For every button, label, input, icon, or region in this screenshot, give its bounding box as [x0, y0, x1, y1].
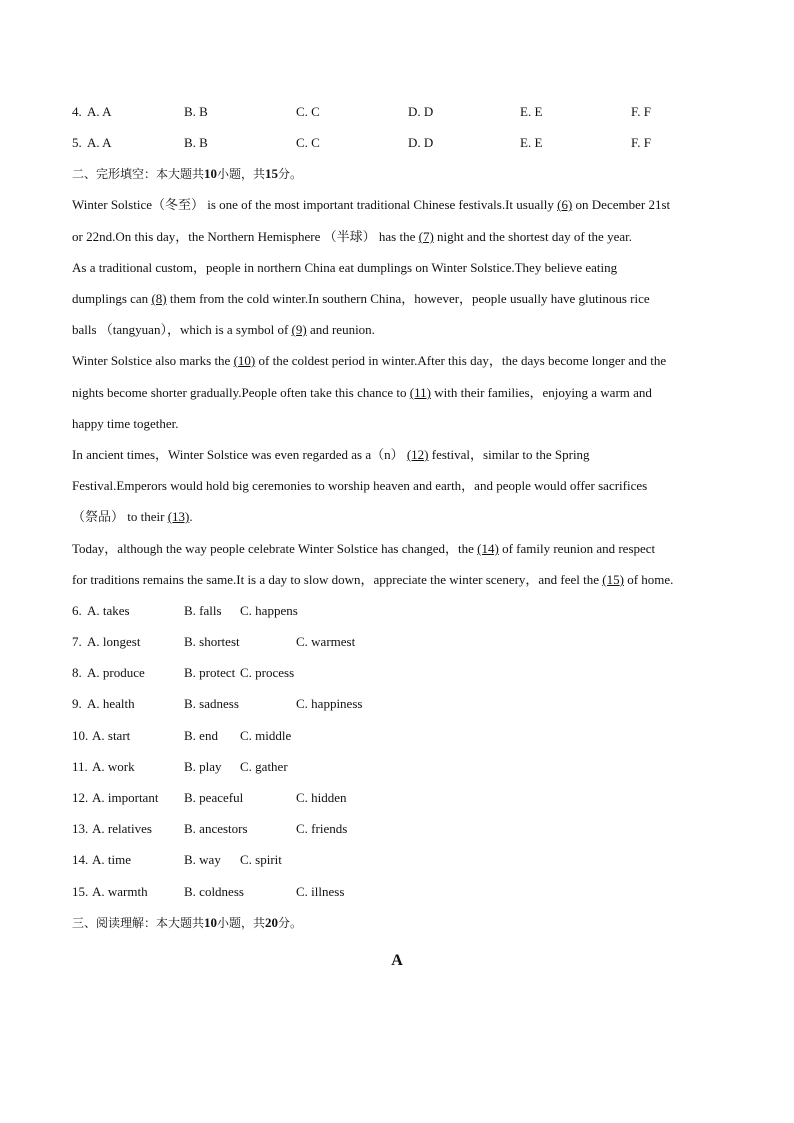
question-number: 9.: [72, 696, 82, 711]
option: B. peaceful: [184, 790, 244, 805]
passage-line: （祭品） to their (13).: [72, 509, 193, 524]
option: B. end: [184, 728, 218, 743]
question-number: 12.: [72, 790, 89, 805]
option: D. D: [408, 135, 434, 150]
option: A. work: [92, 759, 135, 774]
option: A. start: [92, 728, 131, 743]
option: C. process: [240, 665, 295, 680]
question-number: 8.: [72, 665, 82, 680]
option: C. hidden: [296, 790, 347, 805]
question-number: 11.: [72, 759, 88, 774]
section-heading-cloze: [72, 166, 302, 182]
question-number: 10.: [72, 728, 89, 743]
option: B. shortest: [184, 634, 240, 649]
option: C. illness: [296, 884, 345, 899]
option: F. F: [631, 135, 651, 150]
option: B. play: [184, 759, 222, 774]
option: C. C: [296, 104, 320, 119]
question-number: 15.: [72, 884, 89, 899]
option: B. sadness: [184, 696, 239, 711]
blank-12: (12): [406, 447, 429, 462]
blank-13: (13): [167, 509, 190, 524]
question-number: 7.: [72, 634, 82, 649]
heading-score: 20: [265, 915, 279, 930]
heading-count: 10: [204, 166, 218, 181]
passage-line: Today，although the way people celebrate Winter Solstice has changed，the (14) of family reunion and respect: [72, 541, 656, 556]
passage-line: In ancient times，Winter Solstice was even regarded as a（n） (12) festival，similar to the Spring: [72, 447, 590, 462]
option: A. takes: [87, 603, 130, 618]
passage-line: Winter Solstice（冬至） is one of the most important traditional Chinese festivals.It usually (6) on December 21st: [72, 197, 671, 212]
question-number: 13.: [72, 821, 89, 836]
passage-line: for traditions remains the same.It is a day to slow down，appreciate the winter scenery，and feel the (15) of home.: [72, 572, 674, 587]
option: C. warmest: [296, 634, 356, 649]
part-label: A: [391, 952, 403, 969]
option: B. coldness: [184, 884, 244, 899]
option: B. B: [184, 135, 208, 150]
blank-6: (6): [557, 197, 573, 212]
option: C. spirit: [240, 852, 282, 867]
blank-15: (15): [602, 572, 624, 587]
option: B. way: [184, 852, 221, 867]
option: C. C: [296, 135, 320, 150]
heading-text: 小题，共: [217, 167, 266, 181]
option: C. happiness: [296, 696, 363, 711]
option: A. relatives: [92, 821, 152, 836]
heading-count: 10: [204, 915, 218, 930]
blank-14: (14): [477, 541, 499, 556]
option: B. ancestors: [184, 821, 248, 836]
option: E. E: [520, 135, 543, 150]
blank-11: (11): [409, 385, 431, 400]
option: A. A: [87, 104, 112, 119]
blank-10: (10): [233, 353, 256, 368]
option: B. falls: [184, 603, 222, 618]
blank-8: (8): [151, 291, 167, 306]
blank-9: (9): [291, 322, 307, 337]
option: C. gather: [240, 759, 288, 774]
blank-7: (7): [418, 229, 434, 244]
option: A. A: [87, 135, 112, 150]
question-number: 14.: [72, 852, 89, 867]
heading-text: 小题，共: [217, 916, 266, 930]
passage-line: As a traditional custom，people in northern China eat dumplings on Winter Solstice.They believe eating: [72, 260, 618, 275]
passage-line: happy time together.: [72, 416, 179, 431]
passage-line: balls （tangyuan），which is a symbol of (9) and reunion.: [72, 322, 375, 337]
passage-line: or 22nd.On this day，the Northern Hemisphere （半球） has the (7) night and the shortest day of the year.: [72, 229, 632, 244]
option: B. B: [184, 104, 208, 119]
option: E. E: [520, 104, 543, 119]
option: D. D: [408, 104, 434, 119]
option: C. friends: [296, 821, 348, 836]
heading-text: 三、阅读理解：本大题共: [72, 916, 205, 930]
option: A. produce: [87, 665, 145, 680]
passage-line: Festival.Emperors would hold big ceremonies to worship heaven and earth，and people would offer sacrifices: [72, 478, 648, 493]
question-number: 5.: [72, 135, 82, 150]
heading-text: 分。: [278, 167, 303, 181]
option: F. F: [631, 104, 651, 119]
heading-text: 二、完形填空：本大题共: [72, 167, 205, 181]
option: A. health: [87, 696, 135, 711]
option: A. time: [92, 852, 131, 867]
option: A. important: [92, 790, 159, 805]
passage-line: dumplings can (8) them from the cold winter.In southern China，however，people usually have glutinous rice: [72, 291, 650, 306]
option: A. longest: [87, 634, 141, 649]
heading-score: 15: [265, 166, 279, 181]
option: C. happens: [240, 603, 298, 618]
passage-line: nights become shorter gradually.People often take this chance to (11) with their families，enjoying a warm and: [72, 385, 652, 400]
option: C. middle: [240, 728, 292, 743]
question-number: 4.: [72, 104, 82, 119]
section-heading-reading: [72, 915, 302, 931]
option: A. warmth: [92, 884, 148, 899]
passage-line: Winter Solstice also marks the (10) of the coldest period in winter.After this day，the days become longer and the: [72, 353, 667, 368]
option: B. protect: [184, 665, 236, 680]
heading-text: 分。: [278, 916, 303, 930]
question-number: 6.: [72, 603, 82, 618]
